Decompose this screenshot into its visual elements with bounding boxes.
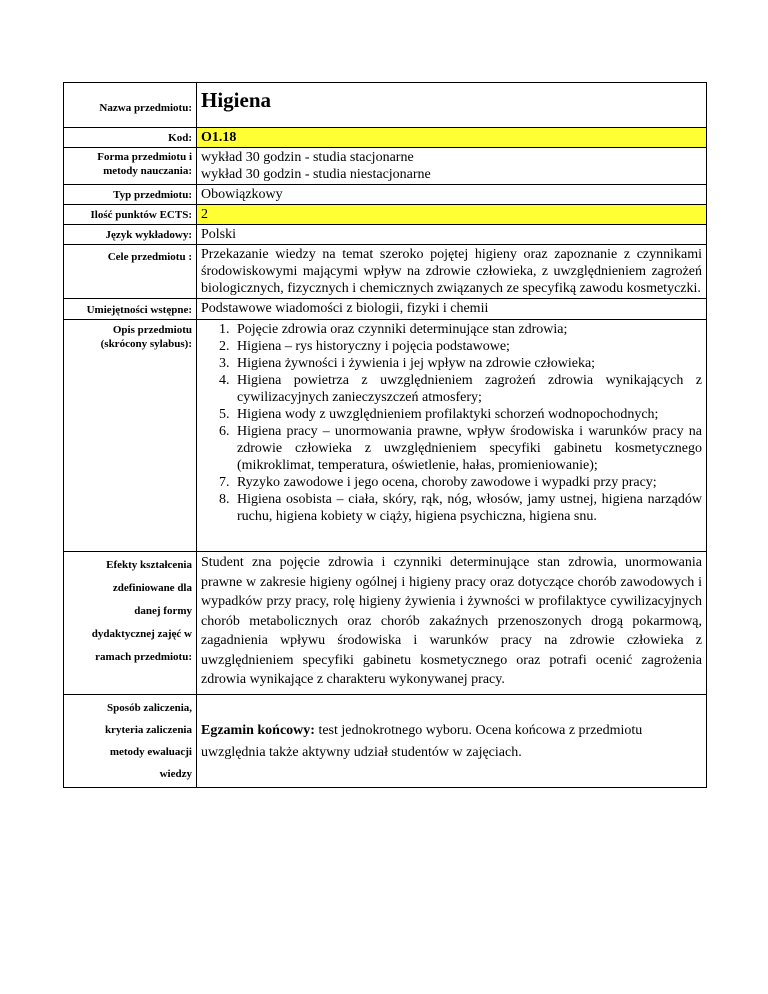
value-nazwa (197, 83, 707, 128)
syllabus-item: 7. Ryzyko zawodowe i jego ocena, choroby zawodowe i wypadki przy pracy; (233, 474, 702, 491)
label-sposob-line: Sposób zaliczenia, (107, 701, 192, 714)
syllabus-list (211, 321, 702, 525)
label-kod: Kod: (64, 128, 197, 148)
row-jezyk (64, 225, 707, 245)
label-sposob-line: wiedzy (159, 767, 192, 780)
sposob-rest: test jednokrotnego wyboru. Ocena końcowa z przedmiotu uwzględnia także aktywny udział studentów w zajęciach. (201, 722, 643, 760)
value-efekty: Student zna pojęcie zdrowia i czynniki determinujące stan zdrowia, unormowania prawne w zakresie higieny ogólnej i higieny pracy oraz dotyczące chorób zawodowych i wypadków przy pracy, rolę higieny żywienia i żywności w profilaktyce cywilizacyjnych chorób metabolicznych oraz chorób zakaźnych przenoszonych drogą pokarmową, zagadnienia wpływu środowiska i warunków pracy na zdrowie człowieka z uwzględnieniem specyfiki gabinetu kosmetycznego oraz potrafi ocenić zagrożenia zdrowia wynikające z charakteru wykonywanej pracy. (197, 552, 707, 695)
row-kod (64, 128, 707, 148)
label-umiejetnosci: Umiejętności wstępne: (64, 299, 197, 320)
label-sposob (64, 694, 197, 787)
label-efekty-line: Efekty kształcenia (106, 559, 192, 571)
syllabus-item: 3. Higiena żywności i żywienia i jej wpływ na zdrowie człowieka; (233, 355, 702, 372)
value-typ: Obowiązkowy (197, 185, 707, 205)
label-efekty-line: ramach przedmiotu: (95, 651, 192, 663)
row-nazwa (64, 83, 707, 128)
value-kod (197, 128, 707, 148)
forma-line1: wykład 30 godzin - studia stacjonarne (201, 150, 414, 165)
label-efekty-line: dydaktycznej zajęć w (91, 628, 192, 640)
label-efekty-line: danej formy (134, 605, 192, 617)
label-forma-line2: metody nauczania: (103, 165, 192, 177)
value-umiejetnosci: Podstawowe wiadomości z biologii, fizyki i chemii (197, 299, 707, 320)
syllabus-item: 1. Pojęcie zdrowia oraz czynniki determinujące stan zdrowia; (233, 321, 702, 338)
label-forma (64, 148, 197, 185)
course-card-table (63, 82, 707, 788)
syllabus-item: 6. Higiena pracy – unormowania prawne, wpływ środowiska i warunków pracy na zdrowie człowieka z uwzględnieniem specyfiki gabinetu kosmetycznego (mikroklimat, temperatura, oświetlenie, hałas, promieniowanie); (233, 423, 702, 474)
label-ects: Ilość punktów ECTS: (64, 205, 197, 225)
row-sposob (64, 694, 707, 787)
label-jezyk: Język wykładowy: (64, 225, 197, 245)
value-forma (197, 148, 707, 185)
label-opis-line2: (skrócony sylabus): (100, 338, 192, 350)
syllabus-item: 2. Higiena – rys historyczny i pojęcia podstawowe; (233, 338, 702, 355)
label-opis (64, 320, 197, 552)
value-sposob (197, 694, 707, 787)
value-cele: Przekazanie wiedzy na temat szeroko pojętej higieny oraz zapoznanie z czynnikami środowiskowymi mającymi wpływ na zdrowie człowieka, z uwzględnieniem zagrożeń biologicznych, fizycznych i chemicznych związanych ze specyfiką zawodu kosmetyczki. (197, 245, 707, 299)
label-efekty (64, 552, 197, 695)
label-typ: Typ przedmiotu: (64, 185, 197, 205)
label-sposob-line: kryteria zaliczenia (104, 723, 192, 736)
syllabus-item: 4. Higiena powietrza z uwzględnieniem zagrożeń zdrowia wynikających z cywilizacyjnych zanieczyszczeń atmosfery; (233, 372, 702, 406)
syllabus-item: 8. Higiena osobista – ciała, skóry, rąk, nóg, włosów, jamy ustnej, higiena narządów ruchu, higiena kobiety w ciąży, higiena psychiczna, higiena snu. (233, 491, 702, 525)
row-umiejetnosci (64, 299, 707, 320)
course-title: Higiena (201, 88, 272, 112)
row-ects (64, 205, 707, 225)
syllabus-item: 5. Higiena wody z uwzględnieniem profilaktyki schorzeń wodnopochodnych; (233, 406, 702, 423)
row-cele (64, 245, 707, 299)
row-efekty (64, 552, 707, 695)
label-cele: Cele przedmiotu : (64, 245, 197, 299)
row-forma (64, 148, 707, 185)
value-opis (197, 320, 707, 552)
label-opis-line1: Opis przedmiotu (112, 324, 192, 336)
value-ects: 2 (197, 205, 707, 225)
value-jezyk: Polski (197, 225, 707, 245)
label-nazwa-text: Nazwa przedmiotu: (99, 102, 192, 114)
label-forma-line1: Forma przedmiotu i (97, 151, 192, 163)
sposob-bold: Egzamin końcowy: (201, 722, 315, 738)
label-efekty-line: zdefiniowane dla (112, 582, 192, 594)
row-typ (64, 185, 707, 205)
label-sposob-line: metody ewaluacji (109, 745, 192, 758)
forma-line2: wykład 30 godzin - studia niestacjonarne (201, 167, 431, 182)
label-nazwa (64, 83, 197, 128)
kod-text: O1.18 (201, 130, 237, 145)
row-opis (64, 320, 707, 552)
